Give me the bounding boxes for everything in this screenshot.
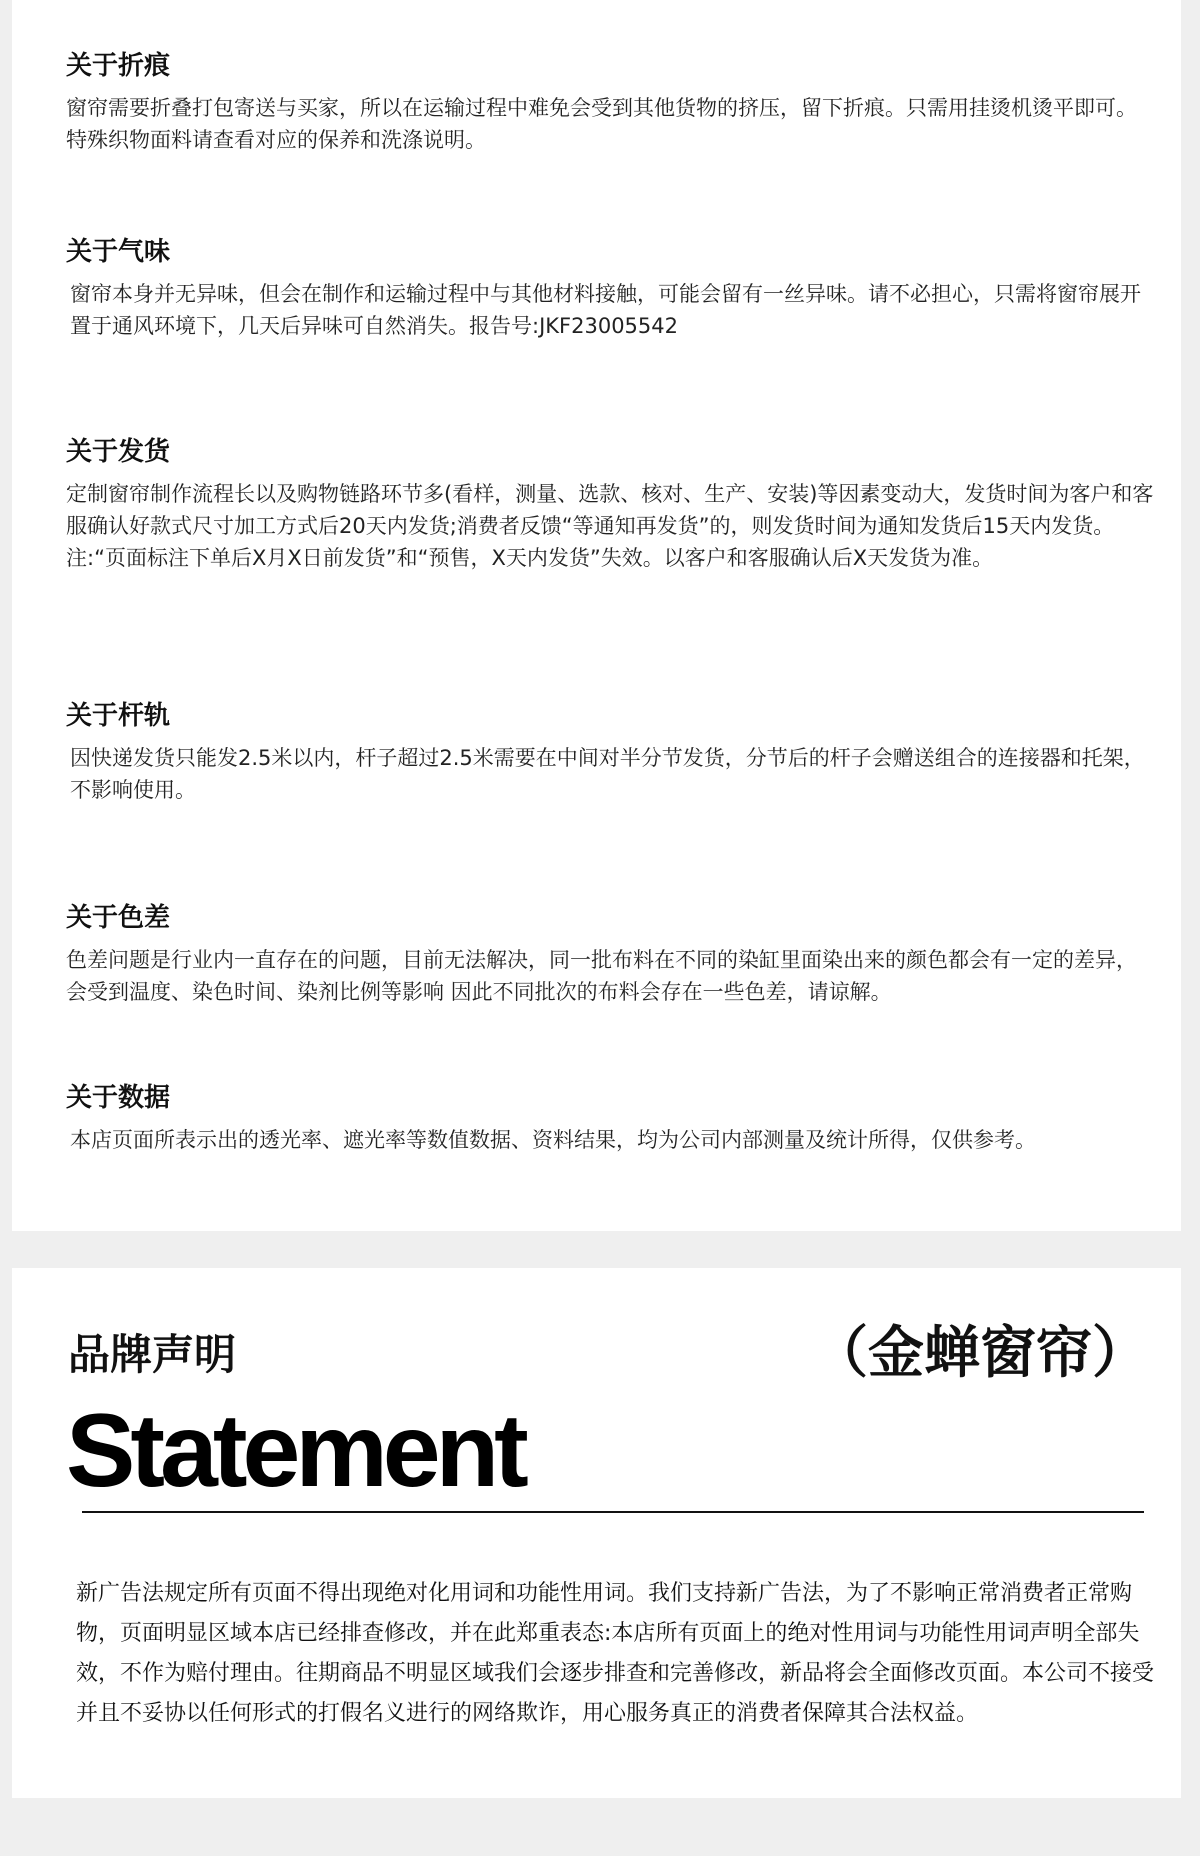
- section-title: 关于数据: [66, 1083, 171, 1113]
- divider: [82, 1511, 1144, 1513]
- section-body: 定制窗帘制作流程长以及购物链路环节多(看样，测量、选款、核对、生产、安装)等因素变动大，发货时间为客户和客服确认好款式尺寸加工方式后20天内发货;消费者反馈“等通知再发货”的，则发货时间为通知发货后15天内发货。注:“页面标注下单后X月X日前发货”和“预售，X天内发货”失效。以客户和客服确认后X天发货为准。: [66, 482, 1154, 570]
- section-title: 关于气味: [66, 237, 171, 267]
- notes-card: [12, 0, 1181, 1231]
- section-body: 窗帘需要折叠打包寄送与买家，所以在运输过程中难免会受到其他货物的挤压，留下折痕。只需用挂烫机烫平即可。特殊织物面料请查看对应的保养和洗涤说明。: [66, 96, 1137, 152]
- statement-body: 新广告法规定所有页面不得出现绝对化用词和功能性用词。我们支持新广告法，为了不影响正常消费者正常购物，页面明显区域本店已经排查修改，并在此郑重表态:本店所有页面上的绝对性用词与功能性用词声明全部失效，不作为赔付理由。往期商品不明显区域我们会逐步排查和完善修改，新品将会全面修改页面。本公司不接受并且不妥协以任何形式的打假名义进行的网络欺诈，用心服务真正的消费者保障其合法权益。: [76, 1581, 1155, 1726]
- section-title: 关于折痕: [66, 51, 171, 81]
- section-body: 本店页面所表示出的透光率、遮光率等数值数据、资料结果，均为公司内部测量及统计所得，仅供参考。: [70, 1128, 1036, 1152]
- section-crease: [66, 46, 1156, 156]
- section-rod: [66, 696, 1156, 806]
- section-data: [66, 1078, 1156, 1156]
- section-smell: [66, 232, 1156, 342]
- section-body: 窗帘本身并无异味，但会在制作和运输过程中与其他材料接触，可能会留有一丝异味。请不必担心，只需将窗帘展开置于通风环境下，几天后异味可自然消失。报告号:JKF23005542: [70, 282, 1141, 338]
- section-title: 关于色差: [66, 903, 171, 933]
- section-title: 关于杆轨: [66, 701, 171, 731]
- section-title: 关于发货: [66, 437, 171, 467]
- section-body: 因快递发货只能发2.5米以内，杆子超过2.5米需要在中间对半分节发货，分节后的杆子会赠送组合的连接器和托架，不影响使用。: [70, 746, 1145, 802]
- section-color-difference: [66, 898, 1156, 1008]
- statement-heading: Statement: [66, 1393, 524, 1509]
- section-body: 色差问题是行业内一直存在的问题，目前无法解决，同一批布料在不同的染缸里面染出来的颜色都会有一定的差异，会受到温度、染色时间、染剂比例等影响 因此不同批次的布料会存在一些色差，请谅解。: [66, 948, 1137, 1004]
- brand-name: （金蝉窗帘）: [812, 1321, 1148, 1386]
- statement-title: 品牌声明: [68, 1330, 237, 1379]
- section-shipping: [66, 432, 1156, 574]
